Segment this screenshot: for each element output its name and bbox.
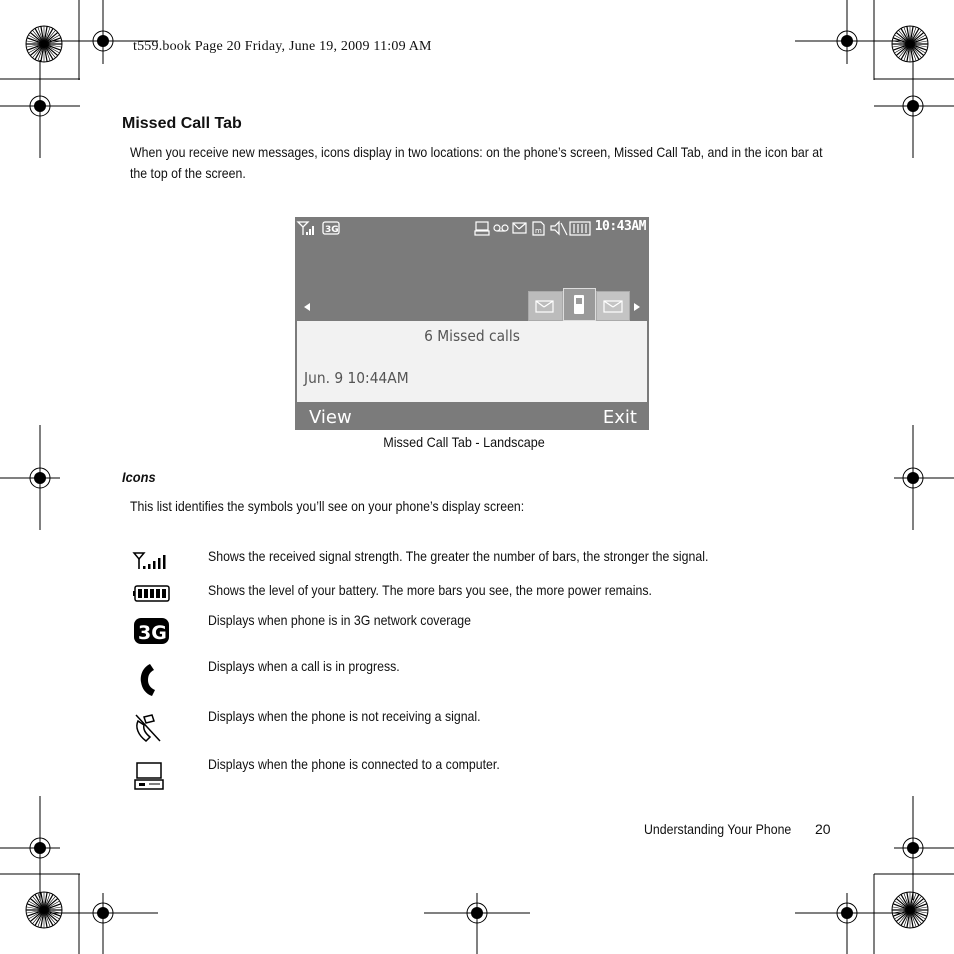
missed-msg-icon (529, 292, 562, 320)
signal-strength-icon (132, 550, 172, 572)
icon-desc-signal: Shows the received signal strength. The greater the number of bars, the stronger the signal. (208, 548, 709, 564)
softkey-exit[interactable]: Exit (602, 407, 637, 428)
battery-icon (132, 584, 172, 604)
icons-heading: Icons (122, 469, 156, 485)
missed-call-entry[interactable]: Jun. 9 10:44AM (304, 369, 409, 387)
envelope-icon (597, 292, 629, 320)
missed-calls-panel (297, 321, 647, 402)
footer-section-name: Understanding Your Phone (644, 821, 792, 837)
tab-right-arrow-icon[interactable] (634, 303, 640, 311)
icon-desc-computer: Displays when the phone is connected to a computer. (208, 756, 500, 772)
section-title: Missed Call Tab (122, 115, 242, 132)
computer-status-icon (475, 222, 489, 235)
icon-desc-3g: Displays when phone is in 3G network coverage (208, 612, 471, 628)
tab-messages[interactable] (596, 291, 630, 321)
book-header: t559.book Page 20 Friday, June 19, 2009 11:09 AM (133, 39, 432, 54)
tab-missed-calls[interactable] (563, 288, 596, 321)
softkey-view[interactable]: View (309, 407, 352, 428)
3g-icon (132, 616, 172, 646)
svg-text:3G: 3G (138, 622, 167, 644)
icon-desc-battery: Shows the level of your battery. The more bars you see, the more power remains. (208, 582, 652, 598)
voicemail-status-icon (494, 225, 508, 231)
svg-text:m: m (535, 227, 542, 235)
mute-status-icon (551, 222, 567, 235)
svg-text:3G: 3G (325, 225, 339, 235)
computer-icon (132, 760, 172, 792)
page-number: 20 (815, 821, 831, 837)
missed-calls-title: 6 Missed calls (424, 327, 520, 345)
phone-screen-figure (295, 217, 649, 430)
tab-missed-messages[interactable] (528, 291, 563, 321)
icon-desc-no-signal: Displays when the phone is not receiving a signal. (208, 708, 481, 724)
phone-status-bar (295, 217, 649, 239)
message-status-icon (513, 223, 526, 233)
phone-time: 10:43AM (594, 219, 646, 234)
signal-icon (298, 222, 314, 235)
icon-desc-call: Displays when a call is in progress. (208, 658, 400, 674)
3g-status-icon (323, 222, 339, 235)
battery-status-icon (570, 222, 590, 235)
no-signal-icon (132, 711, 172, 745)
phone-icon (564, 289, 595, 320)
icons-intro: This list identifies the symbols you’ll see on your phone’s display screen: (130, 498, 525, 514)
section-intro: When you receive new messages, icons display in two locations: on the phone’s screen, Missed Call Tab, and in the icon bar at the top of the screen. (130, 144, 823, 181)
status-icons-right (473, 217, 593, 239)
figure-caption: Missed Call Tab - Landscape (383, 434, 545, 450)
call-in-progress-icon (132, 662, 172, 698)
memory-status-icon (533, 222, 544, 235)
tab-left-arrow-icon[interactable] (304, 303, 310, 311)
